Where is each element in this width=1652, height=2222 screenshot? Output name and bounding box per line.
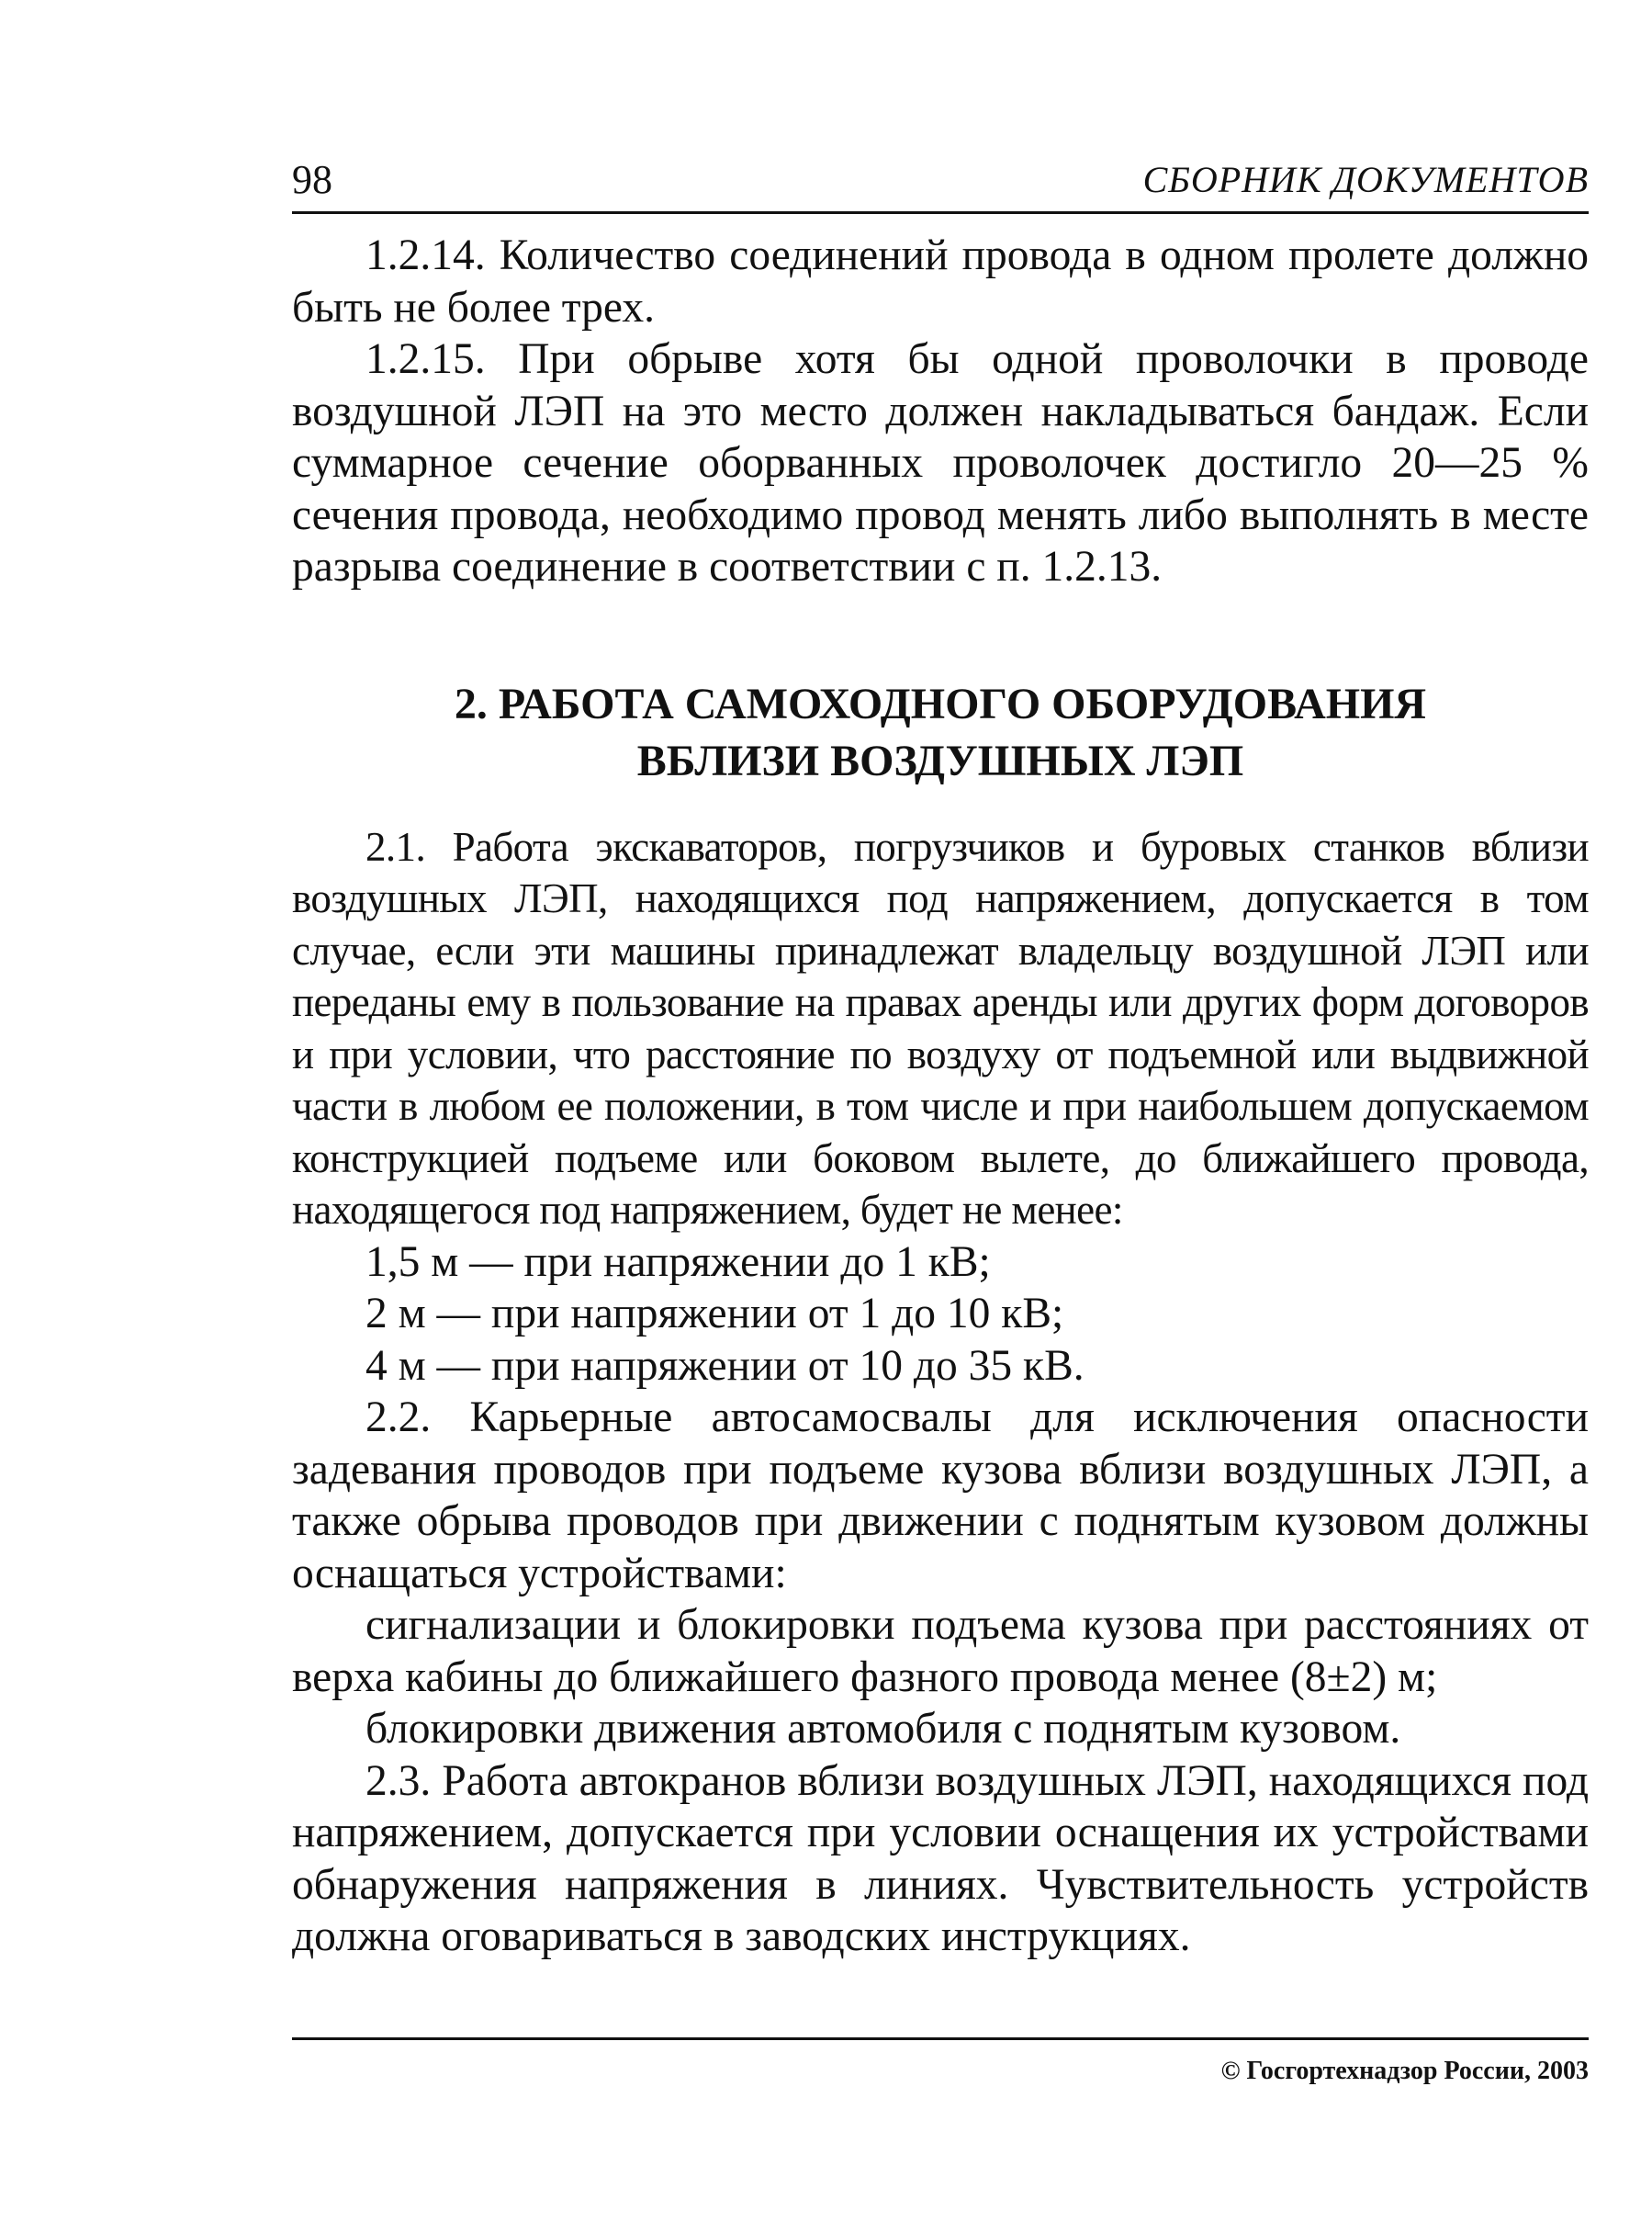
paragraph-2-2: 2.2. Карьерные автосамосвалы для исключения опасности задевания проводов при подъеме кузова вблизи воздушных ЛЭП, а также обрыва проводов при движении с поднятым кузовом должны оснащаться устройствами:: [292, 1393, 1589, 1597]
paragraph-2-2-signaling: сигнализации и блокировки подъема кузова при расстояниях от верха кабины до ближайшего фазного провода менее (8±2) м;: [292, 1601, 1589, 1701]
paragraph-1-2-14: 1.2.14. Количество соединений провода в одном пролете должно быть не более трех.: [292, 231, 1589, 332]
page-number: 98: [292, 157, 332, 202]
footer-rule: [292, 2037, 1589, 2040]
section-heading: [292, 676, 1589, 790]
paragraph-1-2-15: 1.2.15. При обрыве хотя бы одной проволочки в проводе воздушной ЛЭП на это место должен накладываться бандаж. Если суммарное сечение оборванных проволочек достигло 20—25 % сечения провода, необходимо провод менять либо выполнять в месте разрыва соединение в соответствии с п. 1.2.13.: [292, 335, 1589, 591]
list-item-voltage-1: 1,5 м — при напряжении до 1 кВ;: [365, 1237, 991, 1286]
running-title: СБОРНИК ДОКУМЕНТОВ: [1142, 159, 1589, 200]
running-header: [292, 156, 1589, 213]
list-item-voltage-2: 2 м — при напряжении от 1 до 10 кВ;: [365, 1290, 1064, 1337]
list-item-voltage-3: 4 м — при напряжении от 10 до 35 кВ.: [365, 1341, 1084, 1390]
body-text: [292, 230, 1589, 1963]
paragraph-2-3: 2.3. Работа автокранов вблизи воздушных ЛЭП, находящихся под напряжением, допускается при условии оснащения их устройствами обнаружения напряжения в линиях. Чувствительность устройств должна оговариваться в заводских инструкциях.: [292, 1756, 1589, 1960]
paragraph-2-1: 2.1. Работа экскаваторов, погрузчиков и буровых станков вблизи воздушных ЛЭП, находящихся под напряжением, допускается в том случае, если эти машины принадлежат владельцу воздушной ЛЭП или переданы ему в пользование на правах аренды или других форм договоров и при условии, что расстояние по воздуху от подъемной или выдвижной части в любом ее положении, в том числе и при наибольшем допускаемом конструкцией подъеме или боковом вылете, до ближайшего провода, находящегося под напряжением, будет не менее:: [292, 823, 1589, 1233]
header-rule: [292, 211, 1589, 214]
paragraph-2-2-blocking: блокировки движения автомобиля с поднятым кузовом.: [365, 1705, 1401, 1753]
copyright-footer: © Госгортехнадзор России, 2003: [1220, 2057, 1589, 2085]
document-page: [292, 156, 1589, 2085]
section-heading-line-1: 2. РАБОТА САМОХОДНОГО ОБОРУДОВАНИЯ: [454, 679, 1427, 728]
section-heading-line-2: ВБЛИЗИ ВОЗДУШНЫХ ЛЭП: [636, 736, 1244, 785]
